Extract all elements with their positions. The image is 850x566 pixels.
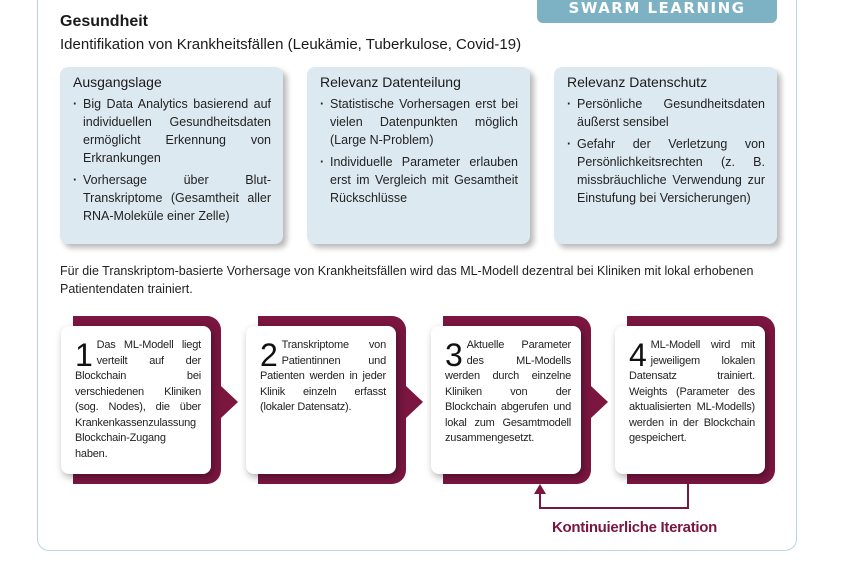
info-box-title: Relevanz Datenschutz	[567, 74, 708, 90]
info-box-item: · Gefahr der Verletzung von Persönlichkeitsrechten (z. B. missbräuchliche Verwendung zur Einstufung bei Versicherungen)	[567, 135, 765, 207]
info-box-relevanz-datenteilung	[307, 67, 530, 244]
info-box-item: · Persönliche Gesundheitsdaten äußerst sensibel	[567, 95, 765, 131]
step-number: 2	[260, 337, 278, 373]
info-box-item: · Big Data Analytics basierend auf individuellen Gesundheitsdaten ermöglicht Erkennung von Erkrankungen	[73, 95, 271, 167]
process-step-4	[615, 314, 775, 486]
step-text: Transkriptome von Patientinnen und Patienten werden in jeder Klinik einzeln erfasst (lokaler Datensatz).	[260, 339, 386, 413]
info-box-ausgangslage	[60, 67, 283, 244]
step-arrow-icon	[406, 386, 423, 418]
process-step-3	[431, 314, 591, 486]
step-card	[615, 326, 765, 474]
info-box-item: · Statistische Vorhersagen erst bei vielen Datenpunkten möglich (Large N-Problem)	[320, 95, 518, 149]
step-number: 4	[629, 337, 647, 373]
info-box-item: · Vorhersage über Blut-Transkriptome (Gesamtheit aller RNA-Moleküle einer Zelle)	[73, 171, 271, 225]
process-step-1	[61, 314, 221, 486]
step-card	[246, 326, 396, 474]
step-number: 3	[445, 337, 463, 373]
step-arrow-icon	[591, 386, 608, 418]
step-card	[431, 326, 581, 474]
iteration-loop-arrow-icon	[530, 482, 730, 522]
step-text: ML-Modell wird mit jeweiligem lokalen Datensatz trainiert. Weights (Parameter des aktualisierten ML-Modells) werden in der Blockchain gespeichert.	[629, 339, 755, 444]
swarm-learning-badge: SWARM LEARNING	[537, 0, 777, 23]
step-card	[61, 326, 211, 474]
process-step-2	[246, 314, 406, 486]
step-arrow-icon	[221, 386, 238, 418]
iteration-label: Kontinuierliche Iteration	[552, 519, 718, 536]
info-box-item: · Individuelle Parameter erlauben erst im Vergleich mit Gesamtheit Rückschlüsse	[320, 153, 518, 207]
info-box-relevanz-datenschutz	[554, 67, 777, 244]
step-number: 1	[75, 337, 93, 373]
section-subheading: Identifikation von Krankheitsfällen (Leukämie, Tuberkulose, Covid-19)	[60, 36, 522, 53]
section-heading: Gesundheit	[60, 13, 149, 30]
step-text: Aktuelle Parameter des ML-Modells werden durch einzelne Kliniken von der Blockchain abgerufen und lokal zum Gesamtmodell zusammengesetzt.	[445, 339, 571, 444]
info-box-title: Ausgangslage	[73, 74, 162, 90]
info-box-title: Relevanz Datenteilung	[320, 74, 461, 90]
intro-text: Für die Transkriptom-basierte Vorhersage von Krankheitsfällen wird das ML-Modell dezentral bei Kliniken mit lokal erhobenen Patientendaten trainiert.	[60, 264, 754, 296]
step-text: Das ML-Modell liegt verteilt auf der Blockchain bei verschiedenen Kliniken (sog. Nodes), die über Krankenkassenzulassung Blockchain-Zugang haben.	[75, 339, 201, 460]
